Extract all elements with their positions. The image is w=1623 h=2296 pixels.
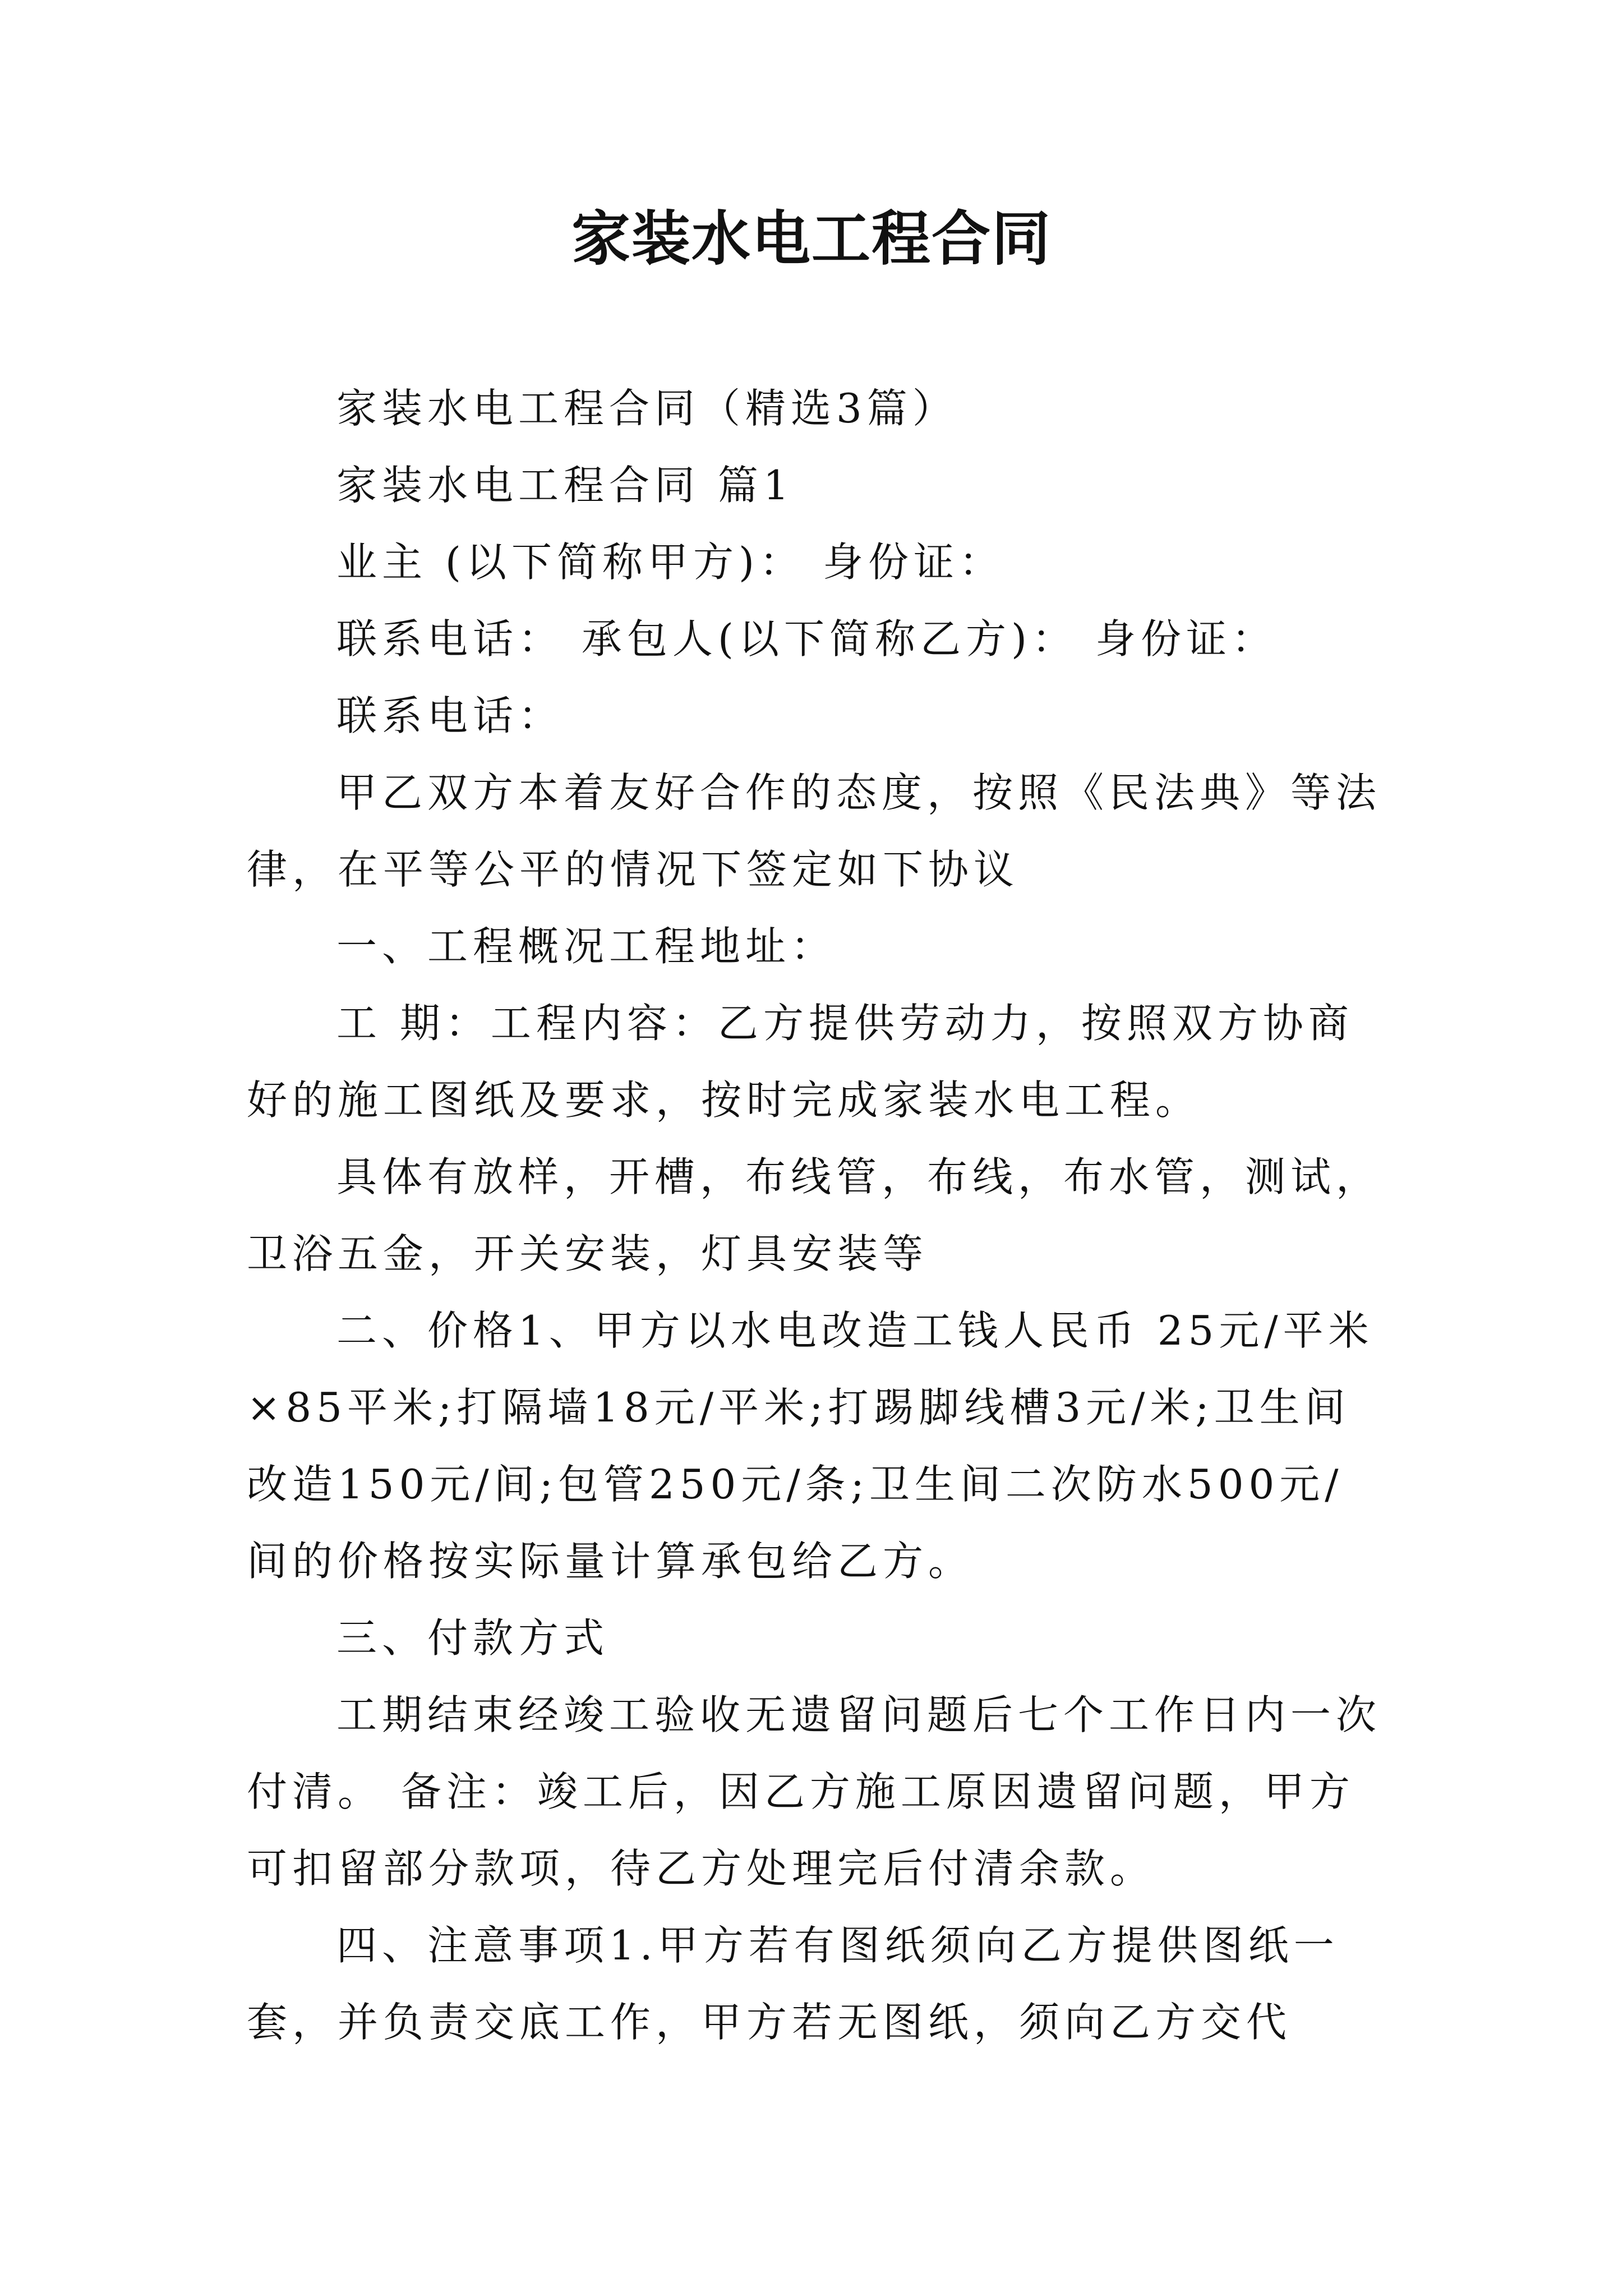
paragraph-work-content: 工 期：工程内容：乙方提供劳动力，按照双方协商好的施工图纸及要求，按时完成家装水电工程。	[247, 1000, 1354, 1124]
document-body	[247, 370, 1385, 2061]
paragraph-project-overview: 一、工程概况工程地址：	[336, 923, 837, 970]
paragraph-agreement-intro: 甲乙双方本着友好合作的态度，按照《民法典》等法律，在平等公平的情况下签定如下协议	[247, 769, 1382, 893]
paragraph-section-heading: 家装水电工程合同 篇1	[336, 462, 794, 509]
paragraph-contact: 联系电话：	[336, 692, 564, 739]
paragraph-payment-terms: 工期结束经竣工验收无遗留问题后七个工作日内一次付清。 备注：竣工后，因乙方施工原因遗留问题，甲方可扣留部分款项，待乙方处理完后付清余款。	[247, 1691, 1382, 1892]
paragraph-notes: 四、注意事项1.甲方若有图纸须向乙方提供图纸一套，并负责交底工作，甲方若无图纸，须向乙方交代	[247, 1922, 1339, 2046]
paragraph-subtitle: 家装水电工程合同（精选3篇）	[336, 385, 958, 432]
paragraph-contact-contractor: 联系电话： 承包人(以下简称乙方)： 身份证：	[336, 615, 1277, 662]
document-title: 家装水电工程合同	[571, 204, 1052, 273]
paragraph-price: 二、价格1、甲方以水电改造工钱人民币 25元/平米×85平米;打隔墙18元/平米;打踢脚线槽3元/米;卫生间改造150元/间;包管250元/条;卫生间二次防水500元/间的价格按实际量计算承包给乙方。	[247, 1307, 1374, 1585]
paragraph-work-details: 具体有放样，开槽，布线管，布线，布水管，测试，卫浴五金，开关安装，灯具安装等	[247, 1153, 1382, 1277]
paragraph-owner: 业主 (以下简称甲方)： 身份证：	[336, 539, 1004, 586]
paragraph-payment-heading: 三、付款方式	[336, 1614, 610, 1662]
